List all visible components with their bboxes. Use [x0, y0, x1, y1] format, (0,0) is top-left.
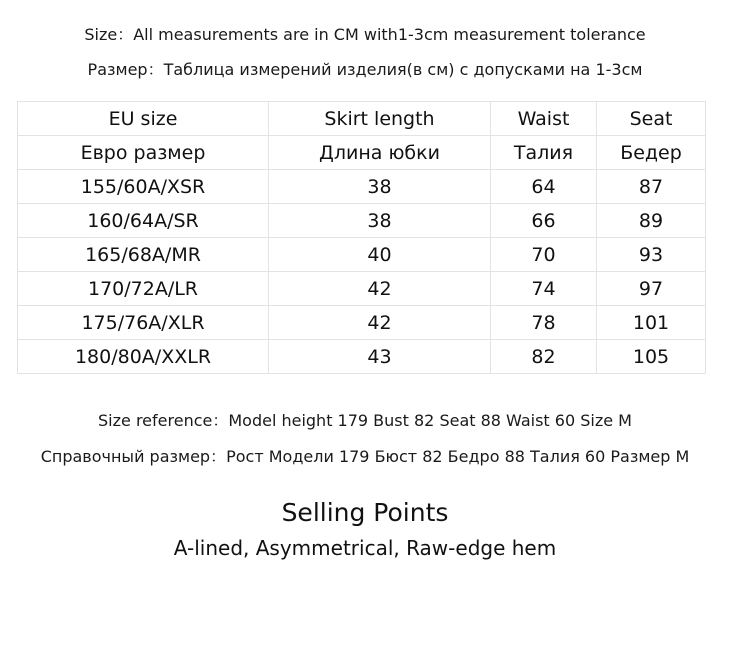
table-header-row-ru [18, 136, 706, 170]
cell-seat: 101 [597, 306, 706, 340]
cell-seat: 89 [597, 204, 706, 238]
header-seat: Seat [597, 102, 706, 136]
cell-eu-size: 180/80A/XXLR [18, 340, 269, 374]
measurement-note-en: Size：All measurements are in CM with1-3cm measurement tolerance [84, 25, 646, 44]
model-reference-en: Size reference：Model height 179 Bust 82 Seat 88 Waist 60 Size M [98, 411, 632, 430]
table-header-row-en [18, 102, 706, 136]
cell-waist: 82 [491, 340, 597, 374]
cell-waist: 70 [491, 238, 597, 272]
header-skirt-length: Skirt length [269, 102, 491, 136]
cell-skirt-length: 42 [269, 272, 491, 306]
cell-eu-size: 175/76A/XLR [18, 306, 269, 340]
measurement-note-ru: Размер：Таблица измерений изделия(в см) с допусками на 1-3см [87, 60, 643, 79]
header-skirt-length-ru: Длина юбки [269, 136, 491, 170]
table-row [18, 340, 706, 374]
cell-eu-size: 155/60A/XSR [18, 170, 269, 204]
header-waist-ru: Талия [491, 136, 597, 170]
header-seat-ru: Бедер [597, 136, 706, 170]
cell-seat: 97 [597, 272, 706, 306]
model-reference-ru: Справочный размер：Рост Модели 179 Бюст 82 Бедро 88 Талия 60 Размер M [40, 447, 690, 466]
cell-seat: 87 [597, 170, 706, 204]
size-table [17, 101, 706, 374]
cell-seat: 93 [597, 238, 706, 272]
cell-skirt-length: 40 [269, 238, 491, 272]
cell-waist: 66 [491, 204, 597, 238]
table-row [18, 306, 706, 340]
header-eu-size: EU size [18, 102, 269, 136]
cell-skirt-length: 43 [269, 340, 491, 374]
cell-seat: 105 [597, 340, 706, 374]
table-row [18, 238, 706, 272]
cell-skirt-length: 42 [269, 306, 491, 340]
table-row [18, 170, 706, 204]
table-row [18, 204, 706, 238]
cell-eu-size: 170/72A/LR [18, 272, 269, 306]
cell-waist: 74 [491, 272, 597, 306]
table-row [18, 272, 706, 306]
cell-eu-size: 160/64A/SR [18, 204, 269, 238]
cell-waist: 64 [491, 170, 597, 204]
selling-points-title: Selling Points [281, 498, 449, 527]
header-waist: Waist [491, 102, 597, 136]
cell-skirt-length: 38 [269, 170, 491, 204]
cell-eu-size: 165/68A/MR [18, 238, 269, 272]
header-eu-size-ru: Евро размер [18, 136, 269, 170]
cell-waist: 78 [491, 306, 597, 340]
cell-skirt-length: 38 [269, 204, 491, 238]
selling-points-description: A-lined, Asymmetrical, Raw-edge hem [173, 536, 557, 560]
